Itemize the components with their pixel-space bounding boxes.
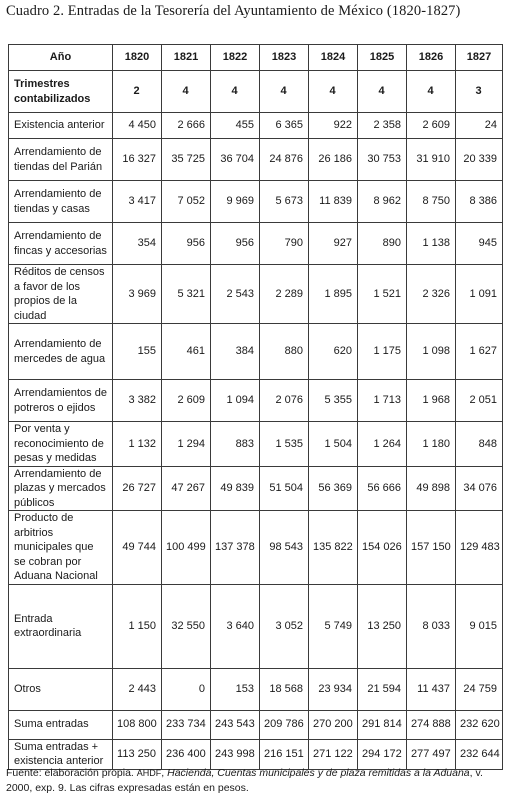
row-label: Otros: [9, 668, 113, 710]
source-archive: AHDF: [136, 768, 162, 778]
row-label: Réditos de censos a favor de los propios de la ciudad: [9, 265, 113, 324]
row-label: Trimestres contabilizados: [9, 71, 113, 113]
table-cell: 1 138: [407, 223, 456, 265]
source-sep: ,: [161, 767, 168, 779]
table-cell: 271 122: [309, 739, 358, 769]
row-label: Suma entradas + existencia anterior: [9, 739, 113, 769]
table-cell: 455: [211, 113, 260, 139]
table-cell: 216 151: [260, 739, 309, 769]
table-cell: 153: [211, 668, 260, 710]
table-cell: 32 550: [162, 584, 211, 668]
table-cell: 1 521: [358, 265, 407, 324]
table-cell: 1 094: [211, 380, 260, 422]
table-cell: 9 015: [456, 584, 503, 668]
table-cell: 36 704: [211, 139, 260, 181]
table-cell: 108 800: [113, 710, 162, 739]
header-cell: 1823: [260, 45, 309, 71]
header-cell: Año: [9, 45, 113, 71]
table-cell: 24 759: [456, 668, 503, 710]
table-cell: 620: [309, 324, 358, 380]
row-label: Existencia anterior: [9, 113, 113, 139]
table-cell: 243 998: [211, 739, 260, 769]
table-cell: 8 750: [407, 181, 456, 223]
table-cell: 3 382: [113, 380, 162, 422]
table-cell: 5 673: [260, 181, 309, 223]
table-cell: 31 910: [407, 139, 456, 181]
table-cell: 5 749: [309, 584, 358, 668]
trimestres-row: [9, 71, 503, 113]
header-cell: 1821: [162, 45, 211, 71]
header-cell: 1820: [113, 45, 162, 71]
table-cell: 3 052: [260, 584, 309, 668]
table-cell: 20 339: [456, 139, 503, 181]
header-cell: 1826: [407, 45, 456, 71]
table-cell: 790: [260, 223, 309, 265]
table-cell: 16 327: [113, 139, 162, 181]
table-cell: 13 250: [358, 584, 407, 668]
table-cell: 5 355: [309, 380, 358, 422]
table-cell: 2 076: [260, 380, 309, 422]
table-cell: 157 150: [407, 511, 456, 585]
table-cell: 154 026: [358, 511, 407, 585]
table-cell: 2 609: [407, 113, 456, 139]
header-row: [9, 45, 503, 71]
row-label: Arrendamientos de potreros o ejidos: [9, 380, 113, 422]
table-cell: 155: [113, 324, 162, 380]
table-cell: 18 568: [260, 668, 309, 710]
table-cell: 9 969: [211, 181, 260, 223]
table-cell: 3 640: [211, 584, 260, 668]
table-cell: 1 968: [407, 380, 456, 422]
table-row: [9, 113, 503, 139]
row-label: Por venta y reconocimiento de pesas y medidas: [9, 422, 113, 467]
table-row: [9, 668, 503, 710]
table-cell: 56 369: [309, 466, 358, 511]
table-cell: 1 294: [162, 422, 211, 467]
table-cell: 26 727: [113, 466, 162, 511]
table-cell: 2: [113, 71, 162, 113]
table-cell: 1 895: [309, 265, 358, 324]
table-cell: 4: [309, 71, 358, 113]
table-cell: 2 666: [162, 113, 211, 139]
table-cell: 47 267: [162, 466, 211, 511]
table-cell: 1 180: [407, 422, 456, 467]
table-cell: 1 150: [113, 584, 162, 668]
table-cell: 129 483: [456, 511, 503, 585]
table-cell: 880: [260, 324, 309, 380]
table-cell: 1 535: [260, 422, 309, 467]
table-cell: 274 888: [407, 710, 456, 739]
table-cell: 384: [211, 324, 260, 380]
table-cell: 291 814: [358, 710, 407, 739]
table-row: [9, 584, 503, 668]
table-cell: 2 326: [407, 265, 456, 324]
table-cell: 3: [456, 71, 503, 113]
table-cell: 233 734: [162, 710, 211, 739]
table-row: [9, 466, 503, 511]
table-cell: 8 386: [456, 181, 503, 223]
source-prefix: Fuente: elaboración propia.: [6, 767, 137, 779]
source-note: [6, 766, 506, 796]
table-cell: 30 753: [358, 139, 407, 181]
table-cell: 956: [211, 223, 260, 265]
table-cell: 2 289: [260, 265, 309, 324]
table-cell: 4: [162, 71, 211, 113]
table-cell: 5 321: [162, 265, 211, 324]
header-cell: 1827: [456, 45, 503, 71]
table-cell: 4: [211, 71, 260, 113]
row-label: Entrada extraordinaria: [9, 584, 113, 668]
table-cell: 243 543: [211, 710, 260, 739]
table-cell: 927: [309, 223, 358, 265]
header-cell: 1824: [309, 45, 358, 71]
table-cell: 945: [456, 223, 503, 265]
table-cell: 277 497: [407, 739, 456, 769]
row-label: Arrendamiento de tiendas y casas: [9, 181, 113, 223]
table-cell: 2 609: [162, 380, 211, 422]
table-cell: 1 264: [358, 422, 407, 467]
table-cell: 56 666: [358, 466, 407, 511]
table-cell: 883: [211, 422, 260, 467]
table-cell: 922: [309, 113, 358, 139]
table-cell: 35 725: [162, 139, 211, 181]
table-cell: 2 443: [113, 668, 162, 710]
table-cell: 7 052: [162, 181, 211, 223]
table-row: [9, 511, 503, 585]
table-cell: 354: [113, 223, 162, 265]
row-label: Producto de arbitrios municipales que se cobran por Aduana Nacional: [9, 511, 113, 585]
source-suffix: , v. 2000, exp. 9. Las cifras expresadas están en pesos.: [6, 767, 483, 794]
row-label: Arrendamiento de tiendas del Parián: [9, 139, 113, 181]
table-cell: 49 898: [407, 466, 456, 511]
table-cell: 135 822: [309, 511, 358, 585]
table-row: [9, 739, 503, 769]
revenue-table: [8, 44, 503, 770]
table-cell: 236 400: [162, 739, 211, 769]
table-row: [9, 380, 503, 422]
table-cell: 11 839: [309, 181, 358, 223]
table-cell: 113 250: [113, 739, 162, 769]
table-cell: 100 499: [162, 511, 211, 585]
table-cell: 2 543: [211, 265, 260, 324]
table-cell: 232 644: [456, 739, 503, 769]
table-cell: 26 186: [309, 139, 358, 181]
table-cell: 49 744: [113, 511, 162, 585]
table-cell: 461: [162, 324, 211, 380]
table-cell: 6 365: [260, 113, 309, 139]
table-cell: 848: [456, 422, 503, 467]
table-cell: 2 051: [456, 380, 503, 422]
table-cell: 24: [456, 113, 503, 139]
table-cell: 270 200: [309, 710, 358, 739]
table-cell: 4 450: [113, 113, 162, 139]
row-label: Arrendamiento de fincas y accesorias: [9, 223, 113, 265]
table-cell: 0: [162, 668, 211, 710]
table-cell: 209 786: [260, 710, 309, 739]
table-cell: 4: [358, 71, 407, 113]
row-label: Arrendamiento de plazas y mercados públicos: [9, 466, 113, 511]
table-cell: 1 504: [309, 422, 358, 467]
table-row: [9, 265, 503, 324]
table-cell: 1 098: [407, 324, 456, 380]
table-cell: 11 437: [407, 668, 456, 710]
table-cell: 34 076: [456, 466, 503, 511]
table-row: [9, 223, 503, 265]
table-cell: 137 378: [211, 511, 260, 585]
table-row: [9, 422, 503, 467]
table-cell: 3 417: [113, 181, 162, 223]
table-cell: 21 594: [358, 668, 407, 710]
table-cell: 2 358: [358, 113, 407, 139]
table-cell: 98 543: [260, 511, 309, 585]
table-cell: 3 969: [113, 265, 162, 324]
table-row: [9, 139, 503, 181]
table-cell: 1 091: [456, 265, 503, 324]
table-cell: 294 172: [358, 739, 407, 769]
table-cell: 890: [358, 223, 407, 265]
table-cell: 956: [162, 223, 211, 265]
table-caption: Cuadro 2. Entradas de la Tesorería del Ayuntamiento de México (1820-1827): [6, 3, 461, 19]
header-cell: 1822: [211, 45, 260, 71]
row-label: Suma entradas: [9, 710, 113, 739]
table-cell: 1 627: [456, 324, 503, 380]
table-cell: 49 839: [211, 466, 260, 511]
table-cell: 8 962: [358, 181, 407, 223]
row-label: Arrendamiento de mercedes de agua: [9, 324, 113, 380]
table-cell: 1 713: [358, 380, 407, 422]
table-row: [9, 181, 503, 223]
table-row: [9, 324, 503, 380]
source-title: Hacienda, Cuentas municipales y de plaza remitidas a la Aduana: [167, 767, 470, 779]
header-cell: 1825: [358, 45, 407, 71]
table-cell: 1 175: [358, 324, 407, 380]
table-cell: 24 876: [260, 139, 309, 181]
table-row: [9, 710, 503, 739]
table-cell: 4: [407, 71, 456, 113]
table-cell: 232 620: [456, 710, 503, 739]
table-cell: 1 132: [113, 422, 162, 467]
table-cell: 51 504: [260, 466, 309, 511]
table-cell: 4: [260, 71, 309, 113]
table-cell: 23 934: [309, 668, 358, 710]
table-cell: 8 033: [407, 584, 456, 668]
